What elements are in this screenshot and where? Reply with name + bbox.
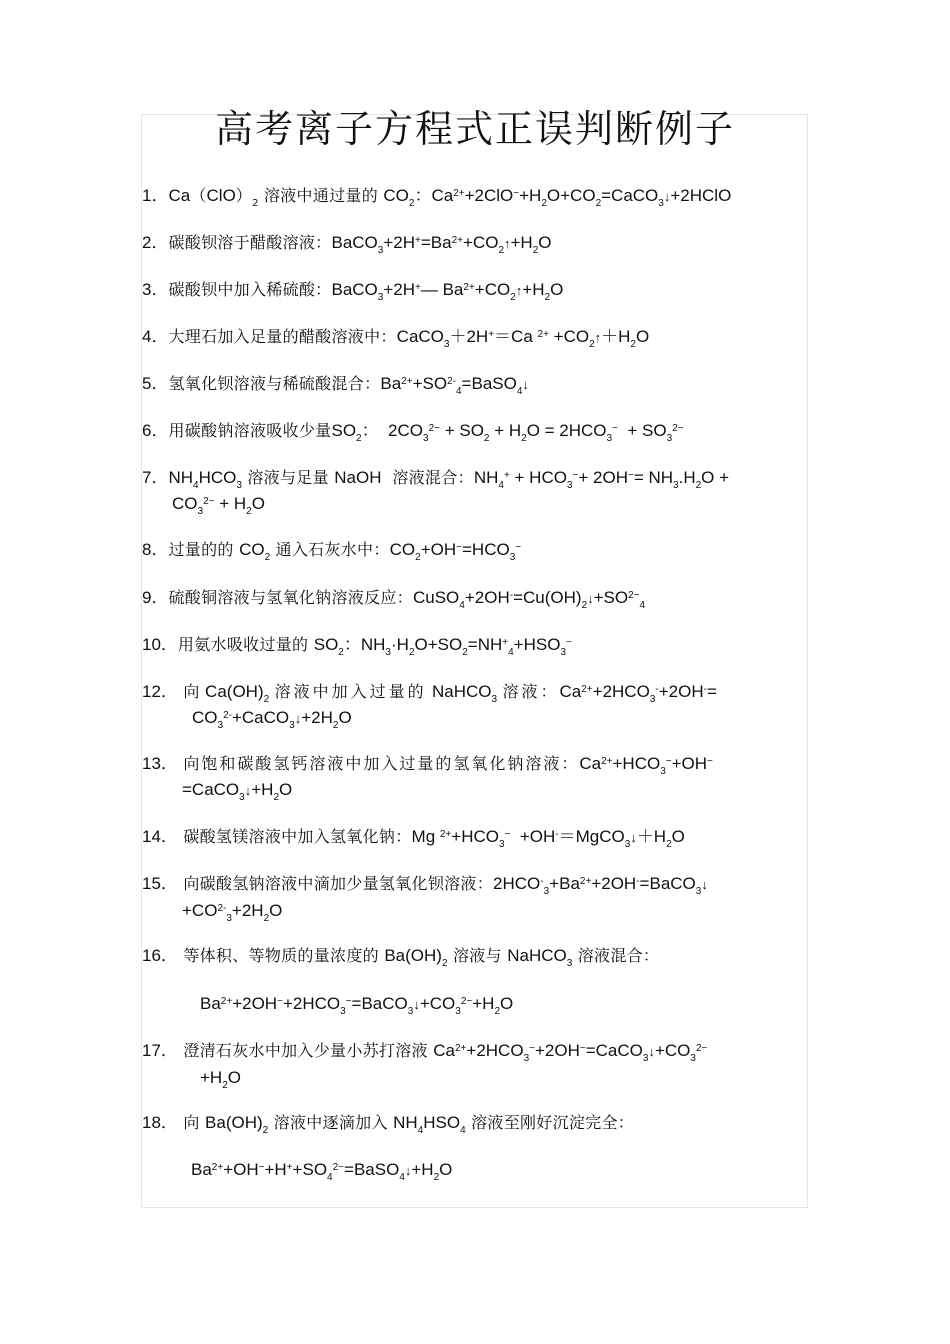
list-item: 6．用碳酸钠溶液吸收少量$SO_2$： $2CO_3^{2-} + SO_2 + H_2O = 2HCO_3^- + SO_3^{2-}$: [142, 421, 684, 444]
item-number: 5．: [142, 374, 169, 393]
list-item: 8．过量的的 $CO_2$ 通入石灰水中：$CO_2+OH^-=HCO_3^-$: [142, 540, 522, 563]
item-number: 16．: [142, 946, 178, 965]
list-item: $Ba^{2+}+2OH^-+2HCO_3^-=BaCO_3↓+CO_3^{2-}+H_2O$: [200, 994, 514, 1017]
item-number: 3．: [142, 280, 169, 299]
item-number: 13．: [142, 754, 178, 773]
item-number: 14．: [142, 827, 178, 846]
list-item: 2．碳酸钡溶于醋酸溶液：$BaCO_3+2H^+=Ba^{2+}+CO_2↑+H_2O$: [142, 233, 552, 256]
list-item: 18． 向 $Ba(OH)_2$ 溶液中逐滴加入 $NH_4HSO_4$ 溶液至刚好沉淀完全：: [142, 1113, 635, 1136]
item-number: 17．: [142, 1041, 178, 1060]
list-item: 7．$NH_4HCO_3$ 溶液与足量 NaOH 溶液混合：$NH_4^+ + HCO_3^-+ 2OH^-= NH_3.H_2O$ + $CO_3^{2-} + H_2O$: [142, 468, 730, 517]
item-number: 6．: [142, 421, 169, 440]
list-item: 10．用氨水吸收过量的 $SO_2$：$NH_3\cdot H_2O+SO_2=NH^+_4+HSO_3^-$: [142, 635, 572, 658]
item-number: 12．: [142, 682, 178, 701]
item-number: 2．: [142, 233, 169, 252]
item-number: 4．: [142, 327, 169, 346]
item-number: 18．: [142, 1113, 178, 1132]
list-item: 15． 向碳酸氢钠溶液中滴加少量氢氧化钡溶液：$2HCO^-_3+Ba^{2+}+2OH^-=BaCO_3↓$ $+CO^{2-}_3+2H_2O$: [142, 874, 708, 924]
item-number: 1．: [142, 186, 169, 205]
item-number: 7．: [142, 468, 169, 487]
list-item: 3．碳酸钡中加入稀硫酸：BaCO$_3$+2H+— $Ba^{2+}+CO_2↑+H_2O$: [142, 280, 564, 303]
list-item: $Ba^{2+}+OH^-+H^++SO_4^{2-}=BaSO_4↓+H_2O$: [191, 1160, 453, 1183]
list-item: 9．硫酸铜溶液与氢氧化钠溶液反应：$CuSO_4+2OH^-=Cu(OH)_2↓+SO^{2-}_4$: [142, 588, 646, 611]
list-item: 16． 等体积、等物质的量浓度的 $Ba(OH)_2$ 溶液与 NaHCO$_3$ 溶液混合：: [142, 946, 660, 969]
list-item: 1．$Ca(ClO)_2$ 溶液中通过量的 $CO_2$：$Ca^{2+}+2ClO^-+H_2O+CO_2=CaCO_3↓+2HClO$: [142, 186, 732, 209]
list-item: 12． 向 $Ca(OH)_2$ 溶液中加入过量的 NaHCO$_3$ 溶液：$Ca^{2+}+2HCO_3^-+2OH^-=$ $CO_3^{2-}+CaCO_3↓+2H_2O$: [142, 682, 717, 731]
item-number: 10．: [142, 635, 178, 654]
list-item: 14． 碳酸氢镁溶液中加入氢氧化钠：Mg $^{2+}+HCO_3^-$ $+OH^-=MgCO_3↓+H_2O$: [142, 827, 685, 850]
list-item: 5．氢氧化钡溶液与稀硫酸混合：$Ba^{2+}+SO^{2-}_4=BaSO_4↓$: [142, 374, 529, 397]
list-item: 4．大理石加入足量的醋酸溶液中：CaCO$_3$＋2H+＝Ca $^{2+} +CO_2↑+H_2O$: [142, 327, 650, 350]
list-item: 17． 澄清石灰水中加入少量小苏打溶液 $Ca^{2+}+2HCO_3^-+2OH^-=CaCO_3↓+CO_3^{2-}$ $+H_2O$: [142, 1041, 708, 1091]
item-number: 15．: [142, 874, 178, 893]
list-item: 13． 向饱和碳酸氢钙溶液中加入过量的氢氧化钠溶液：$Ca^{2+}+HCO_3^-+OH^-$ $=CaCO_3↓+H_2O$: [142, 754, 713, 803]
item-number: 9．: [142, 588, 169, 607]
page-title: 高考离子方程式正误判断例子: [214, 107, 735, 151]
item-number: 8．: [142, 540, 169, 559]
